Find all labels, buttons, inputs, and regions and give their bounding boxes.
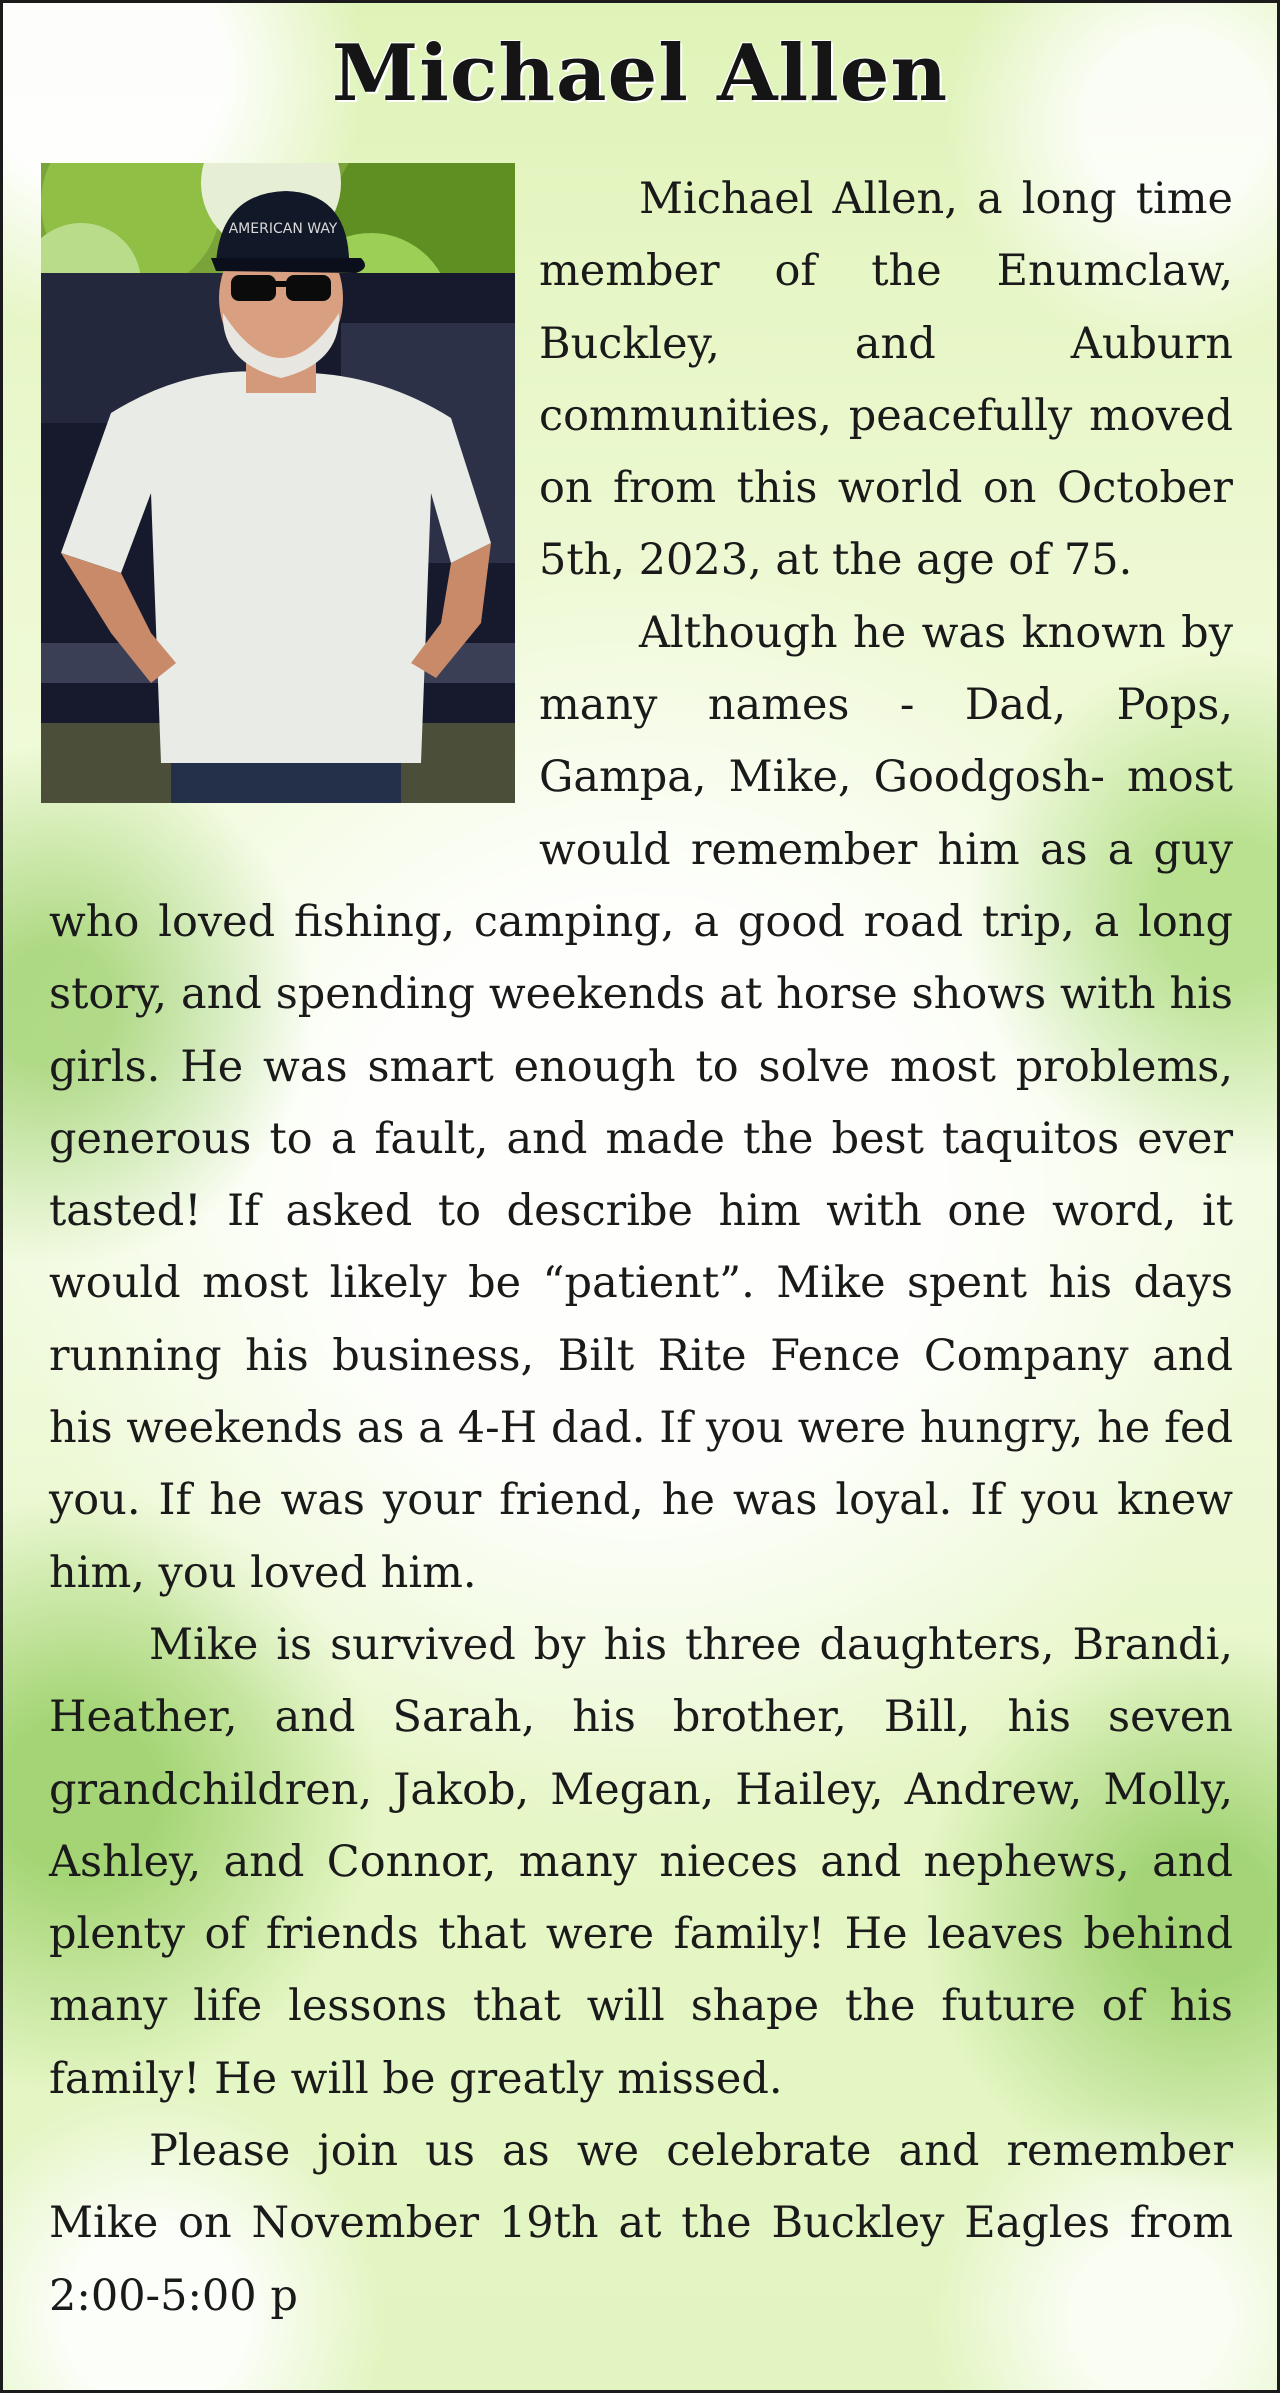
cap-logo-text: AMERICAN WAY: [228, 221, 338, 237]
paragraph-survivors: Mike is survived by his three daughters, Brandi, Heather, and Sarah, his brother, Bill, his seven grandchildren, Jakob, Megan, Hailey, Andrew, Molly, Ashley, and Connor, many nieces and nephews, and plenty of friends that were family! He leaves behind many life lessons that will shape the future of his family! He will be greatly missed.: [49, 1619, 1233, 2104]
obituary-title: Michael Allen: [331, 28, 949, 119]
paragraph-service: Please join us as we celebrate and remember Mike on November 19th at the Buckley Eagles from 2:00-5:00 p: [49, 2126, 1233, 2321]
paragraph-life: Although he was known by many names - Dad, Pops, Gampa, Mike, Goodgosh- most would remember him as a guy who loved fishing, camping, a good road trip, a long story, and spending weekends at horse shows with his girls. He was smart enough to solve most problems, generous to a fault, and made the best taquitos ever tasted! If asked to describe him with one word, it would most likely be “patient”. Mike spent his days running his business, Bilt Rite Fence Company and his weekends as a 4-H dad. If you were hungry, he fed you. If he was your friend, he was loyal. If you knew him, you loved him.: [49, 607, 1233, 1598]
paragraph-intro: Michael Allen, a long time member of the Enumclaw, Buckley, and Auburn communities, peacefully moved on from this world on October 5th, 2023, at the age of 75.: [539, 174, 1233, 586]
photo-spacer: [49, 163, 539, 863]
obituary-body: [49, 163, 1233, 2332]
